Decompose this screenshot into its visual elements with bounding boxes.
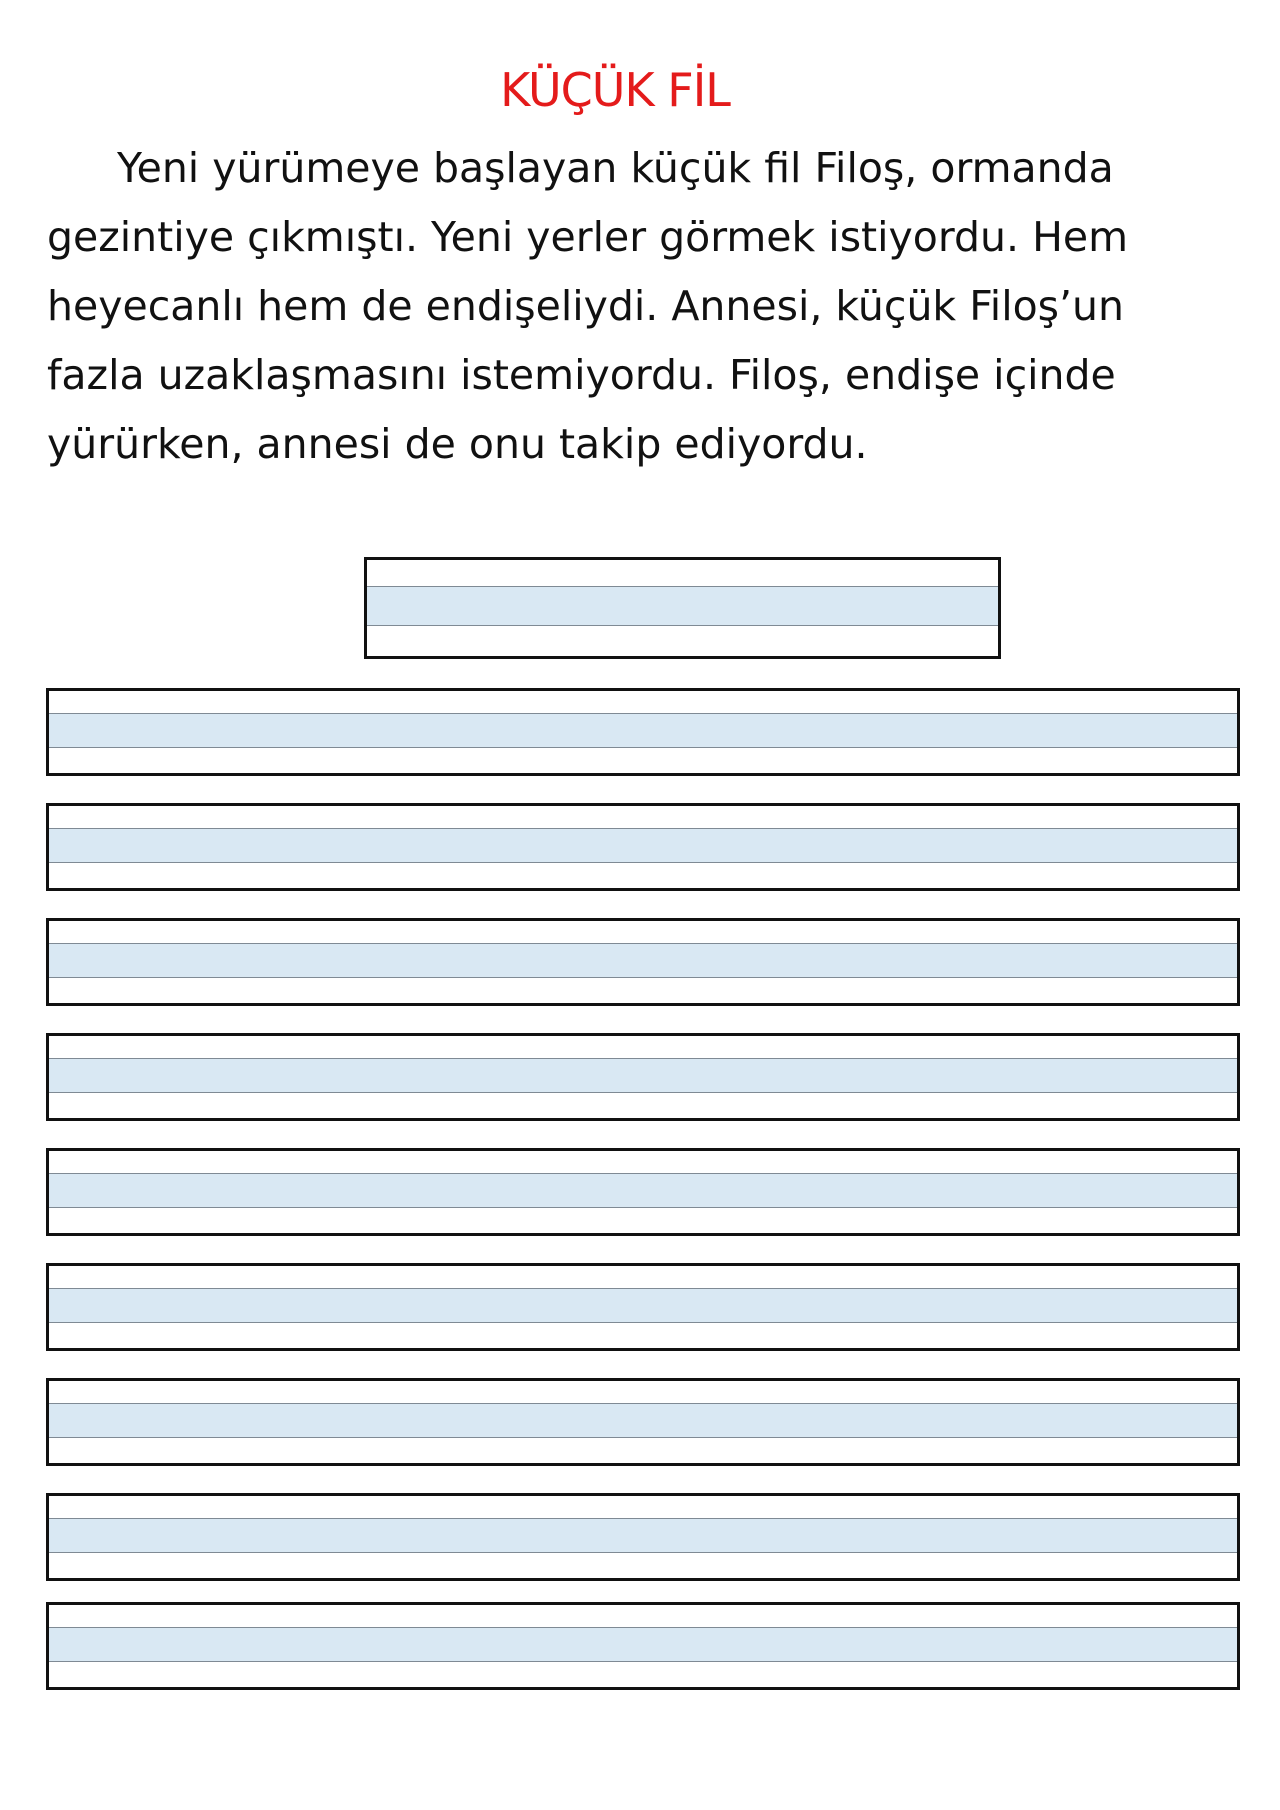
story-line: gezintiye çıkmıştı. Yeni yerler görmek istiyordu. Hem [47,213,1129,261]
story-line: yürürken, annesi de onu takip ediyordu. [47,420,868,468]
story-line: Yeni yürümeye başlayan küçük fil Filoş, ormanda [117,144,1114,192]
guide-band [49,943,1237,977]
guide-band [49,1173,1237,1207]
writing-line[interactable] [46,1148,1240,1236]
writing-line[interactable] [46,1263,1240,1351]
writing-line[interactable] [46,688,1240,776]
guide-band [49,1403,1237,1437]
story-line: fazla uzaklaşmasını istemiyordu. Filoş, endişe içinde [47,351,1116,399]
writing-line[interactable] [46,803,1240,891]
writing-line[interactable] [46,1493,1240,1581]
writing-line[interactable] [46,1378,1240,1466]
writing-line[interactable] [46,1602,1240,1690]
worksheet-title: KÜÇÜK FİL [500,63,730,117]
guide-band [49,713,1237,747]
guide-band [367,586,998,626]
story-paragraph [47,134,1197,479]
guide-band [49,1288,1237,1322]
writing-line[interactable] [46,1033,1240,1121]
guide-band [49,1627,1237,1661]
story-line: heyecanlı hem de endişeliydi. Annesi, küçük Filoş’un [47,282,1125,330]
guide-band [49,1518,1237,1552]
guide-band [49,828,1237,862]
title-writing-box[interactable] [364,557,1001,659]
guide-band [49,1058,1237,1092]
writing-line[interactable] [46,918,1240,1006]
